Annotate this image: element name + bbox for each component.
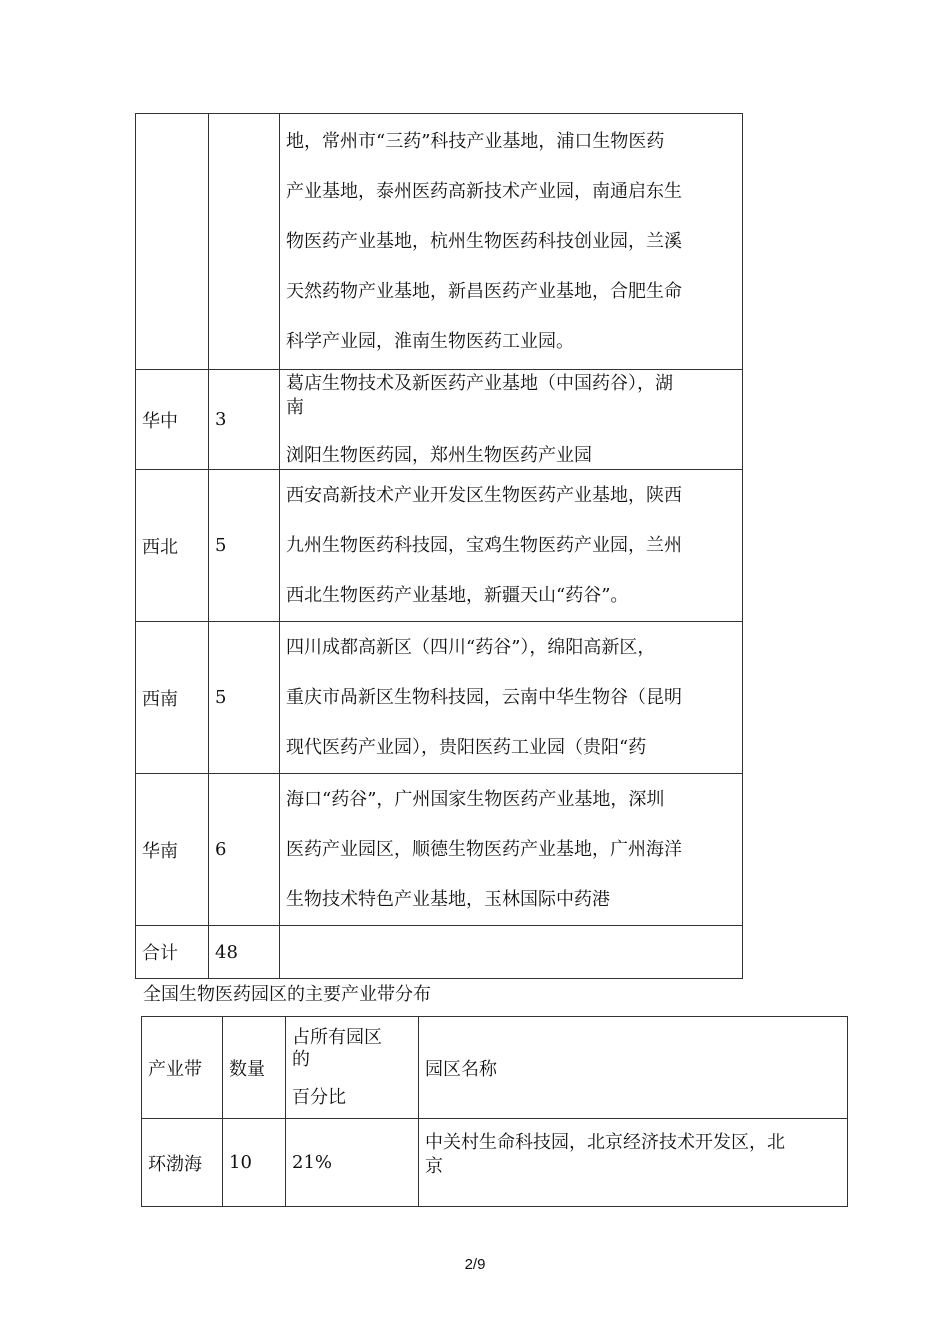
table-row bbox=[136, 622, 743, 774]
count-cell: 5 bbox=[209, 622, 280, 774]
parks-line: 现代医药产业园），贵阳医药工业园（贵阳“药 bbox=[286, 736, 647, 758]
table-caption: 全国生物医药园区的主要产业带分布 bbox=[143, 984, 431, 1005]
header-percentage: 占所有园区 的 百分比 bbox=[286, 1017, 419, 1119]
parks-cell bbox=[280, 622, 743, 774]
header-belt: 产业带 bbox=[142, 1017, 223, 1119]
belt-cell: 环渤海 bbox=[142, 1119, 223, 1207]
count-cell: 3 bbox=[209, 370, 280, 470]
industry-belt-table bbox=[141, 1016, 848, 1207]
region-cell bbox=[136, 114, 209, 370]
parks-cell bbox=[280, 470, 743, 622]
table-row bbox=[136, 926, 743, 979]
table-row bbox=[136, 470, 743, 622]
park-names-cell: 中关村生命科技园，北京经济技术开发区，北 京 bbox=[419, 1119, 848, 1207]
parks-line: 地，常州市“三药”科技产业基地，浦口生物医药 bbox=[286, 130, 665, 152]
total-count-cell: 48 bbox=[209, 926, 280, 979]
parks-line: 葛店生物技术及新医药产业基地（中国药谷），湖 bbox=[286, 373, 673, 394]
parks-line: 浏阳生物医药园，郑州生物医药产业园 bbox=[286, 445, 592, 466]
parks-line: 产业基地，泰州医药高新技术产业园，南通启东生 bbox=[286, 180, 682, 202]
parks-line: 医药产业园区，顺德生物医药产业基地，广州海洋 bbox=[286, 838, 682, 860]
count-cell: 6 bbox=[209, 774, 280, 926]
header-count: 数量 bbox=[223, 1017, 286, 1119]
parks-line: 西北生物医药产业基地，新疆天山“药谷”。 bbox=[286, 584, 629, 606]
parks-line: 科学产业园，淮南生物医药工业园。 bbox=[286, 330, 574, 352]
parks-cell bbox=[280, 370, 743, 470]
region-cell: 西北 bbox=[136, 470, 209, 622]
page-number: 2/9 bbox=[464, 1256, 486, 1273]
parks-line: 南 bbox=[286, 397, 304, 418]
parks-cell bbox=[280, 114, 743, 370]
parks-line: 九州生物医药科技园，宝鸡生物医药产业园，兰州 bbox=[286, 534, 682, 556]
total-label-cell: 合计 bbox=[136, 926, 209, 979]
parks-line: 海口“药谷”，广州国家生物医药产业基地，深圳 bbox=[286, 788, 665, 810]
table-row bbox=[142, 1119, 848, 1207]
table-row bbox=[136, 774, 743, 926]
parks-line: 生物技术特色产业基地，玉林国际中药港 bbox=[286, 888, 610, 910]
region-park-table bbox=[135, 113, 743, 979]
percentage-cell: 21% bbox=[286, 1119, 419, 1207]
region-cell: 华中 bbox=[136, 370, 209, 470]
parks-line: 重庆市咼新区生物科技园，云南中华生物谷（昆明 bbox=[286, 686, 682, 708]
table-header-row bbox=[142, 1017, 848, 1119]
header-park-names: 园区名称 bbox=[419, 1017, 848, 1119]
parks-line: 四川成都高新区（四川“药谷”），绵阳高新区， bbox=[286, 636, 656, 658]
parks-line: 天然药物产业基地，新昌医药产业基地，合肥生命 bbox=[286, 280, 682, 302]
parks-cell bbox=[280, 774, 743, 926]
parks-cell bbox=[280, 926, 743, 979]
region-cell: 华南 bbox=[136, 774, 209, 926]
table-row bbox=[136, 370, 743, 470]
parks-line: 物医药产业基地，杭州生物医药科技创业园，兰溪 bbox=[286, 230, 682, 252]
count-cell: 10 bbox=[223, 1119, 286, 1207]
count-cell: 5 bbox=[209, 470, 280, 622]
table-row bbox=[136, 114, 743, 370]
region-cell: 西南 bbox=[136, 622, 209, 774]
parks-line: 西安高新技术产业开发区生物医药产业基地，陕西 bbox=[286, 484, 682, 506]
count-cell bbox=[209, 114, 280, 370]
